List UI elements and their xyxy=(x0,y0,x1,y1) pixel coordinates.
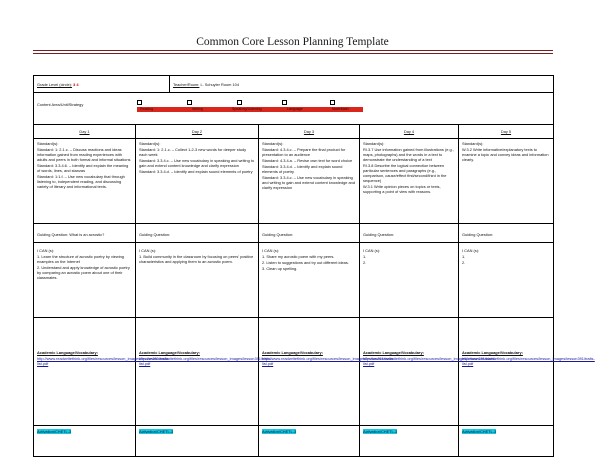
standard-item: Standard: 3.3.4.c. – Use new vocabulary in speaking and writing to gain and extend content knowledge and clarify expression xyxy=(139,158,255,168)
standard-item: W.3.2 Write informative/explanatory texts to examine a topic and convey ideas and information clearly. xyxy=(462,147,549,162)
content-area-row xyxy=(34,93,553,125)
activation-day-5 xyxy=(459,426,553,456)
ican-item: 1. Learn the structure of acrostic poetry by viewing examples on the Internet xyxy=(37,254,124,264)
ican-heading: I CAN (s): xyxy=(37,248,55,253)
standard-item: Standard: 1: 2.1.c. – Collect 1-2-3 new words for deeper study each week xyxy=(139,147,247,157)
standard-item: Standard: 3.3.4.d. – Identify and explain sound elements of poetry xyxy=(139,169,253,174)
vocab-link[interactable]: http://www.readwritethink.org/files/resources/lesson_images/lesson391/traits-list.pdf xyxy=(37,356,170,366)
vocab-heading: Academic Language/Vocabulary: xyxy=(139,350,200,355)
vocabulary-row xyxy=(34,318,595,426)
checkbox-writing[interactable] xyxy=(187,100,192,105)
option-writing[interactable]: Writing xyxy=(192,107,203,111)
ican-item: 1. Build community in the classroom by focusing on peers' positive characteristics and applying them to an acrostic poem. xyxy=(139,254,254,264)
lesson-plan-table xyxy=(33,75,595,457)
vocab-link[interactable]: http://www.readwritethink.org/files/resources/lesson_images/lesson391/traits-list.pdf xyxy=(363,356,496,366)
vocab-heading: Academic Language/Vocabulary: xyxy=(262,350,323,355)
standards-row xyxy=(34,139,553,224)
day-4-header: Day 4 xyxy=(360,125,459,138)
ican-heading: I CAN (s): xyxy=(462,248,480,253)
grade-option-4[interactable]: 4 xyxy=(76,82,79,87)
title-rule-bottom xyxy=(33,53,553,54)
standard-item: Standard: 4.3.4.c. – Prepare the final product for presentation to an audience xyxy=(262,147,346,157)
standards-heading: Standard(s): xyxy=(262,141,284,146)
ican-heading: I CAN (s): xyxy=(262,248,280,253)
day-1-header: Day 1 xyxy=(34,125,136,138)
standard-item: Standard: 1:1.f. – Use new vocabulary that through listening to, independent reading, and discussing variety of literary and informational texts. xyxy=(37,174,125,189)
ican-day-4 xyxy=(360,243,459,317)
standards-heading: Standard(s): xyxy=(37,141,59,146)
vocab-heading: Academic Language/Vocabulary: xyxy=(363,350,424,355)
ican-day-1 xyxy=(34,243,136,317)
title-rule-top xyxy=(33,50,553,51)
option-math[interactable]: Math/Math xyxy=(332,107,349,111)
teacher-room-cell xyxy=(170,76,553,92)
guiding-day-4: Guiding Question: xyxy=(360,224,459,242)
guiding-day-2: Guiding Question: xyxy=(136,224,259,242)
ican-day-3 xyxy=(259,243,360,317)
activation-label: Activation/CHETL-3 xyxy=(363,429,398,434)
ican-item: 2. Listen to suggestions and try out different ideas. xyxy=(262,260,349,265)
page-title: Common Core Lesson Planning Template xyxy=(196,36,389,48)
vocab-day-5 xyxy=(459,318,595,425)
day-header-row xyxy=(34,125,553,139)
activation-day-1 xyxy=(34,426,136,456)
guiding-day-3: Guiding Question: xyxy=(259,224,360,242)
standards-day-2 xyxy=(136,139,259,223)
content-area-label: Content Area/Unit/Strategy xyxy=(37,102,84,107)
standard-item: Standard: 3.3.4.d. – Identify and explain sound elements of poetry xyxy=(262,164,343,174)
teacher-room-value: L. Schuyler Room 104 xyxy=(200,82,239,87)
vocab-day-1 xyxy=(34,318,170,425)
guiding-question-row xyxy=(34,224,553,243)
standards-day-1 xyxy=(34,139,136,223)
guiding-day-1: Guiding Question: What is an acrostic? xyxy=(34,224,136,242)
activation-row xyxy=(34,426,553,456)
standards-day-5 xyxy=(459,139,553,223)
vocab-link[interactable]: http://www.readwritethink.org/files/resources/lesson_images/lesson391/traits-list.pdf xyxy=(462,356,595,366)
ican-day-2 xyxy=(136,243,259,317)
ican-row xyxy=(34,243,553,318)
standards-day-3 xyxy=(259,139,360,223)
grade-option-3[interactable]: 3 xyxy=(73,82,76,87)
ican-item: 1. Share my acrostic poem with my peers. xyxy=(262,254,335,259)
activation-day-2 xyxy=(136,426,259,456)
activation-label: Activation/CHETL-3 xyxy=(262,429,297,434)
activation-label: Activation/CHETL-3 xyxy=(37,429,72,434)
day-5-header: Day 5 xyxy=(500,129,512,134)
day-3-header: Day 3 xyxy=(259,125,360,138)
ican-item: 2. xyxy=(462,260,466,265)
checkbox-language[interactable] xyxy=(282,100,287,105)
guiding-day-5: Guiding Question: xyxy=(462,232,494,237)
option-reading[interactable]: Reading xyxy=(140,107,154,111)
ican-day-5 xyxy=(459,243,553,317)
standards-day-4 xyxy=(360,139,459,223)
standard-item: Standard: 3.3.4.6. – Identify and explain the meaning of words, lines, and stanzas xyxy=(37,163,129,173)
grade-level-label: Grade Level (circle): xyxy=(37,82,73,87)
activation-day-3 xyxy=(259,426,360,456)
standard-item: Standard: 4.3.4.a. – Revise own text for word choice xyxy=(262,158,353,163)
content-area-cell xyxy=(34,93,553,124)
standard-item: Standard: 1: 2.1.c. – Discuss reactions and ideas information gained from reading experiences with adults and peers in both formal and informal situations xyxy=(37,147,131,162)
day-2-header: Day 2 xyxy=(136,125,259,138)
ican-heading: I CAN (s): xyxy=(363,248,381,253)
activation-day-4 xyxy=(360,426,459,456)
ican-item: 1. xyxy=(462,254,466,259)
standard-item: RI.3.7 Use information gained from illustrations (e.g., maps, photographs) and the words in a text to demonstrate the understanding of a text xyxy=(363,147,454,162)
standards-heading: Standard(s): xyxy=(139,141,161,146)
checkbox-math[interactable] xyxy=(330,100,335,105)
vocab-day-4 xyxy=(360,318,496,425)
vocab-link[interactable]: http://www.readwritethink.org/files/resources/lesson_images/lesson391/traits-list.pdf xyxy=(139,356,272,366)
standard-item: Standard: 3.3.4.c. – Use new vocabulary in speaking and writing to gain and extend content knowledge and clarify expression xyxy=(262,175,356,190)
vocab-heading: Academic Language/Vocabulary: xyxy=(462,350,523,355)
activation-label: Activation/CHETL-3 xyxy=(462,429,497,434)
ican-item: 1. xyxy=(363,254,367,259)
ican-item: 2. xyxy=(363,260,367,265)
grade-teacher-row xyxy=(34,76,553,93)
grade-level-cell xyxy=(34,76,170,92)
checkbox-reading[interactable] xyxy=(137,100,142,105)
standard-item: RI.3.8 Describe the logical connection between particular sentences and paragraphs (e.g., comparison, cause/effect first/second/third in the sequence) xyxy=(363,163,447,183)
option-speaking-listening[interactable]: Speaking/Listening xyxy=(232,107,262,111)
standard-item: W.3.1 Write opinion pieces on topics or texts, supporting a point of view with reasons. xyxy=(363,184,441,194)
vocab-heading: Academic Language/Vocabulary: xyxy=(37,350,98,355)
activation-label: Activation/CHETL-3 xyxy=(139,429,174,434)
vocab-link[interactable]: http://www.readwritethink.org/files/resources/lesson_images/lesson391/traits-list.pdf xyxy=(262,356,395,366)
option-language[interactable]: Language xyxy=(287,107,303,111)
vocab-day-2 xyxy=(136,318,272,425)
ican-item: 2. Understand and apply knowledge of acrostic poetry by comparing an acrostic poem about one of their classmates. xyxy=(37,265,130,280)
checkbox-speaking-listening[interactable] xyxy=(237,100,242,105)
standards-heading: Standard(s): xyxy=(363,141,385,146)
content-area-options-bar xyxy=(137,107,363,112)
ican-item: 3. Clean up spelling. xyxy=(262,266,298,271)
standards-heading: Standard(s): xyxy=(462,141,484,146)
teacher-room-label: Teacher/Room: xyxy=(173,82,200,87)
ican-heading: I CAN (s): xyxy=(139,248,157,253)
vocab-day-3 xyxy=(259,318,395,425)
